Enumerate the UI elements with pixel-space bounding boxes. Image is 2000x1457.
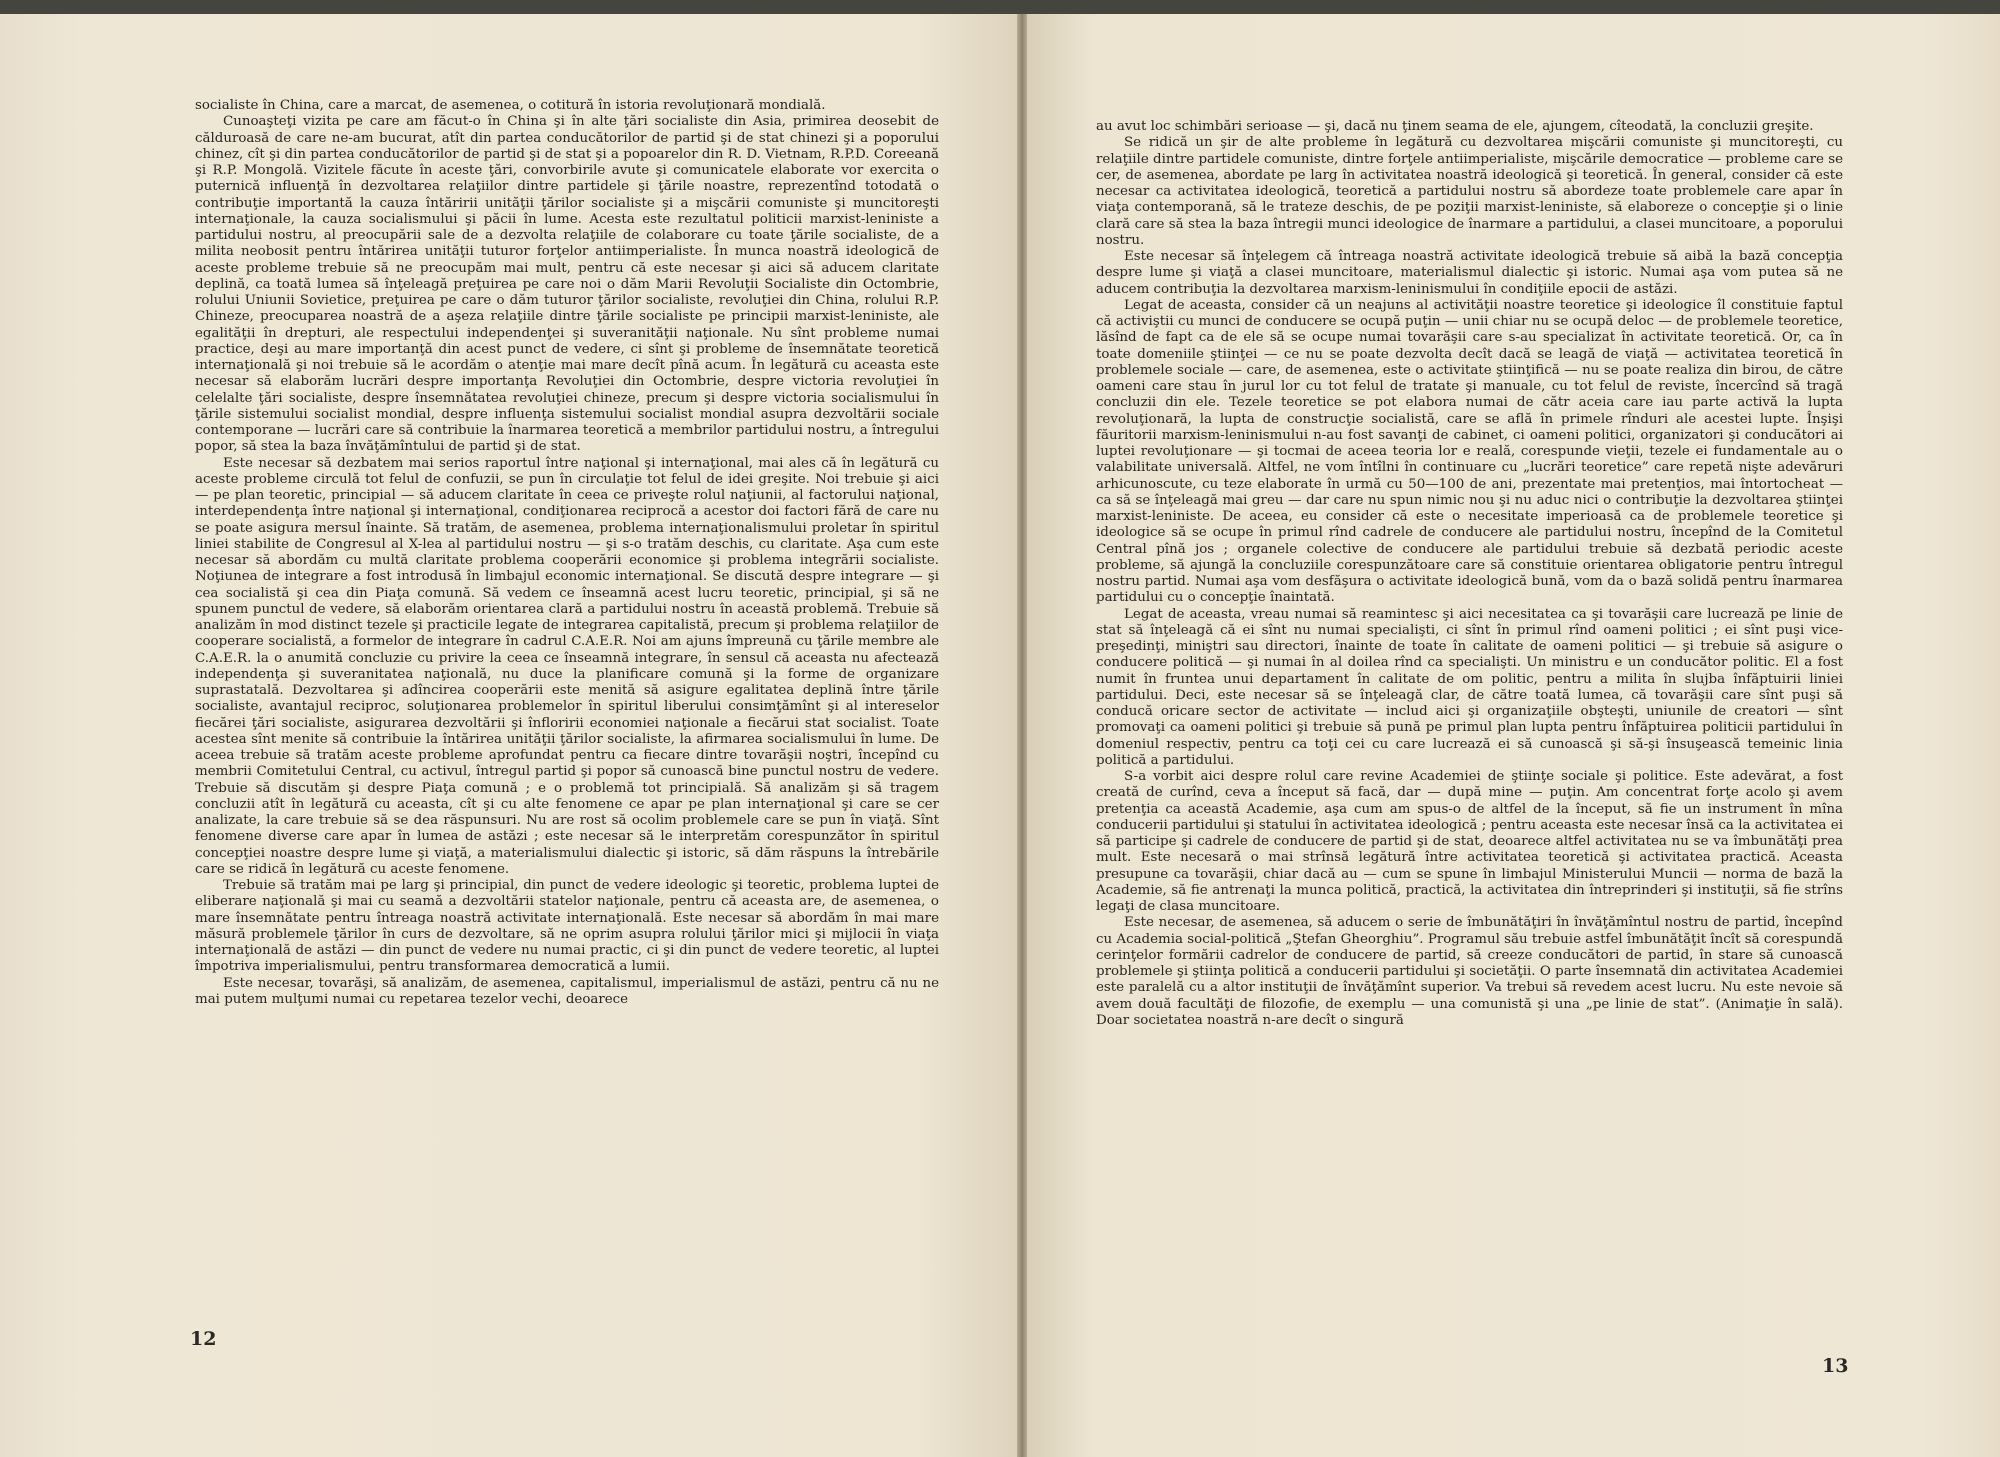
paragraph: Este necesar să dezbatem mai serios raportul între naţional şi internaţional, mai ales că în legătură cu aceste probleme circulă tot felul de confuzii, se pun în circulaţie tot felul de idei greşite. Noi trebuie şi aici — pe plan teoretic, principial — să aducem claritate în ceea ce priveşte rolul naţiunii, al factorului naţional, interdependenţa între naţional şi internaţional, condiţionarea reciprocă a acestor doi factori fără de care nu se poate asigura mersul înainte. Să tratăm, de asemenea, problema internaţionalismului proletar în spiritul liniei stabilite de Congresul al X-lea al partidului nostru — şi s-o tratăm deschis, cu claritate. Aşa cum este necesar să abordăm cu multă claritate problema cooperării economice şi problema integrării socialiste. Noţiunea de integrare a fost introdusă în limbajul economic internaţional. Se discută despre integrare — şi cea socialistă şi cea din Piaţa comună. Să vedem ce înseamnă acest lucru teoretic, principial, şi să ne spunem punctul de vedere, să elaborăm orientarea clară a partidului nostru în această problemă. Trebuie să analizăm în mod distinct tezele şi practicile legate de integrarea capitalistă, precum şi problema relaţiilor de cooperare socialistă, a formelor de integrare în cadrul C.A.E.R. Noi am ajuns împreună cu ţările membre ale C.A.E.R. la o anumită concluzie cu privire la ceea ce înseamnă integrare, în sensul că aceasta nu afectează independenţa şi suveranitatea naţională, nu duce la planificare comună şi la forme de organizare suprastatală. Dezvoltarea şi adîncirea cooperării este menită să asigure egalitatea deplină între ţările socialiste, avantajul reciproc, soluţionarea problemelor în spiritul liberului consimţămînt şi al intereselor fiecărei ţări socialiste, asigurarea dezvoltării şi înfloririi economiei naţionale a fiecărui stat socialist. Toate acestea sînt menite să contribuie la întărirea unităţii ţărilor socialiste, la afirmarea socialismului în lume. De aceea trebuie să tratăm aceste probleme aprofundat pentru ca fiecare dintre tovarăşii noştri, începînd cu membrii Comitetului Central, cu activul, întregul partid şi popor să cunoască bine punctul nostru de vedere. Trebuie să discutăm şi despre Piaţa comună ; e o problemă tot principială. Să analizăm şi să tragem concluzii atît în legătură cu aceasta, cît şi cu alte fenomene ce apar pe plan internaţional şi care se cer analizate, la care trebuie să se dea răspunsuri. Nu are rost să ocolim problemele care se pun în viaţă. Sînt fenomene diverse care apar în lumea de astăzi ; este necesar să le interpretăm corespunzător în spiritul concepţiei noastre despre lume şi viaţă, a materialismului dialectic şi istoric, să dăm răspuns la întrebările care se ridică în legătură cu aceste fenomene. [195,455,939,877]
paragraph: socialiste în China, care a marcat, de asemenea, o cotitură în istoria revoluţionară mondială. [195,98,826,113]
paragraph: Este necesar să înţelegem că întreaga noastră activitate ideologică trebuie să aibă la bază concepţia despre lume şi viaţă a clasei muncitoare, materialismul dialectic şi istoric. Numai aşa vom putea să ne aducem contribuţia la dezvoltarea marxism-leninismului în condiţiile epocii de astăzi. [1096,249,1843,297]
paragraph: Cunoaşteţi vizita pe care am făcut-o în China şi în alte ţări socialiste din Asia, primirea deosebit de călduroasă de care ne-am bucurat, atît din partea conducătorilor de partid şi de stat chinezi şi a poporului chinez, cît şi din partea conducătorilor de partid şi de stat şi a popoarelor din R. D. Vietnam, R.P.D. Coreeană şi R.P. Mongolă. Vizitele făcute în aceste ţări, convorbirile avute şi comunicatele elaborate vor exercita o puternică influenţă în dezvoltarea relaţiilor dintre partidele şi ţările noastre, reprezentînd totodată o contribuţie importantă la cauza întăririi unităţii ţărilor socialiste şi a mişcării comuniste şi muncitoreşti internaţionale, la cauza socialismului şi păcii în lume. Acesta este rezultatul politicii marxist-leniniste a partidului nostru, al preocupării sale de a dezvolta relaţiile de colaborare cu toate ţările socialiste, de a milita neobosit pentru întărirea unităţii tuturor forţelor antiimperialiste. În munca noastră ideologică de aceste probleme trebuie să ne preocupăm mai mult, pentru că este necesar şi aici să aducem claritate deplină, ca toată lumea să înţeleagă preţuirea pe care noi o dăm Marii Revoluţii Socialiste din Octombrie, rolului Uniunii Sovietice, preţuirea pe care o dăm tuturor ţărilor socialiste, revoluţiei din China, rolului R.P. Chineze, preocuparea noastră de a aşeza relaţiile dintre ţările socialiste pe principii marxist-leniniste, ale egalităţii în drepturi, ale respectului independenţei şi suveranităţii naţionale. Nu sînt probleme numai practice, deşi au mare importanţă din acest punct de vedere, ci sînt şi probleme de însemnătate teoretică internaţională şi noi trebuie să le acordăm o atenţie mai mare decît pînă acum. În legătură cu aceasta este necesar să elaborăm lucrări despre importanţa Revoluţiei din Octombrie, despre victoria revoluţiei în celelalte ţări socialiste, despre însemnătatea revoluţiei chineze, precum şi despre victoria socialismului în ţările sistemului socialist mondial, despre influenţa sistemului socialist mondial asupra dezvoltării sociale contemporane — lucrări care să contribuie la înarmarea teoretică a membrilor partidului nostru, a întregului popor, să stea la baza învăţămîntului de partid şi de stat. [195,114,939,455]
paragraph: S-a vorbit aici despre rolul care revine Academiei de ştiinţe sociale şi politice. Este adevărat, a fost creată de curînd, ceva a început să facă, dar — după mine — puţin. Am concentrat forţe acolo şi avem pretenţia ca această Academie, aşa cum am spus-o de altfel de la început, să fie un instrument în mîna conducerii partidului şi statului în activitatea ideologică ; pentru aceasta este necesar însă ca la activitatea ei să participe şi cadrele de conducere de partid şi de stat, deoarece altfel activitatea nu se va îmbunătăţi prea mult. Este necesară o mai strînsă legătură între activitatea teoretică şi activitatea practică. Aceasta presupune ca tovarăşii, chiar dacă au — cum se spune în limbajul Ministerului Muncii — norma de bază la Academie, să fie antrenaţi la munca politică, practică, la activitatea din întreprinderi şi instituţii, să fie strîns legaţi de clasa muncitoare. [1096,769,1843,914]
paragraph: Este necesar, de asemenea, să aducem o serie de îmbunătăţiri în învăţămîntul nostru de partid, începînd cu Academia social-politică „Ştefan Gheorghiu”. Programul său trebuie astfel îmbunătăţit încît să corespundă cerinţelor formării cadrelor de conducere de partid, să creeze conducători de partid, în stare să cunoască problemele şi ştiinţa politică a conducerii partidului şi societăţii. O parte însemnată din activitatea Academiei este paralelă cu a altor instituţii de învăţămînt superior. Va trebui să revedem acest lucru. Nu este nevoie să avem două facultăţi de filozofie, de exemplu — una comunistă şi una „pe linie de stat”. (Animaţie în sală). Doar societatea noastră n-are decît o singură [1096,915,1843,1028]
page-number: 13 [1822,1355,1849,1377]
paragraph: Trebuie să tratăm mai pe larg şi principial, din punct de vedere ideologic şi teoretic, problema luptei de eliberare naţională şi mai cu seamă a dezvoltării statelor naţionale, pentru că aceasta are, de asemenea, o mare însemnătate pentru întreaga noastră activitate internaţională. Este necesar să abordăm în mai mare măsură problemele ţărilor în curs de dezvoltare, să ne oprim asupra rolului ţărilor mici şi mijlocii în viaţa internaţională de astăzi — din punct de vedere nu numai practic, ci şi din punct de vedere teoretic, al luptei împotriva imperialismului, pentru transformarea democratică a lumii. [195,878,939,975]
right-page-text [1096,119,1843,1029]
paragraph: Se ridică un şir de alte probleme în legătură cu dezvoltarea mişcării comuniste şi muncitoreşti, cu relaţiile dintre partidele comuniste, dintre forţele antiimperialiste, mişcările democratice — probleme care se cer, de asemenea, abordate pe larg în activitatea noastră ideologică şi teoretică. În general, consider că este necesar ca activitatea ideologică, teoretică a partidului nostru să abordeze toate problemele care apar în viaţa contemporană, să le trateze deschis, de pe poziţii marxist-leniniste, să elaboreze o concepţie şi o linie clară care să stea la baza întregii munci ideologice de înarmare a partidului, a clasei muncitoare, a poporului nostru. [1096,135,1843,248]
paragraph: Legat de aceasta, consider că un neajuns al activităţii noastre teoretice şi ideologice îl constituie faptul că activiştii cu munci de conducere se ocupă puţin — unii chiar nu se ocupă deloc — de problemele teoretice, lăsînd de fapt ca de ele să se ocupe numai tovarăşii care s-au specializat în activitate teoretică. Or, ca în toate domeniile ştiinţei — ce nu se poate dezvolta decît dacă se leagă de viaţă — activitatea teoretică în problemele sociale — care, de asemenea, este o activitate ştiinţifică — nu se poate realiza din birou, de către oameni care stau în jurul lor cu tot felul de tratate şi manuale, cu tot felul de reviste, încercînd să tragă concluzii din ele. Tezele teoretice se pot elabora numai de cătr aceia care iau parte activă la lupta revoluţionară, la lupta de construcţie socialistă, care se află în primele rînduri ale acestei lupte. Înşişi făuritorii marxism-leninismului n-au fost savanţi de cabinet, ci oameni politici, organizatori şi conducători ai luptei revoluţionare — şi tocmai de aceea teoria lor e reală, corespunde vieţii, tezele ei fundamentale au o valabilitate universală. Altfel, ne vom întîlni în continuare cu „lucrări teoretice” care repetă nişte adevăruri arhicunoscute, cu teze elaborate în urmă cu 50—100 de ani, prezentate mai pretenţios, mai întortocheat — ca să se înţeleagă mai greu — dar care nu spun nimic nou şi nu aduc nici o contribuţie la dezvoltarea ştiinţei marxist-leniniste. De aceea, eu consider că este o necesitate imperioasă ca de problemele teoretice şi ideologice să se ocupe în primul rînd cadrele de conducere ale partidului nostru, începînd de la Comitetul Central pînă jos ; organele colective de conducere ale partidului trebuie să dezbată periodic aceste probleme, să ajungă la concluziile corespunzătoare care să constituie orientarea obligatorie pentru întregul nostru partid. Numai aşa vom desfăşura o activitate ideologică bună, vom da o bază solidă pentru înarmarea partidului cu o concepţie înaintată. [1096,297,1843,606]
page-number: 12 [190,1328,217,1350]
book-gutter [1017,14,1027,1457]
left-page-text [195,98,939,1008]
paragraph: au avut loc schimbări serioase — şi, dacă nu ţinem seama de ele, ajungem, cîteodată, la concluzii greşite. [1096,119,1814,134]
paragraph: Legat de aceasta, vreau numai să reamintesc şi aici necesitatea ca şi tovarăşii care lucrează pe linie de stat să înţeleagă că ei sînt nu numai specialişti, ci sînt în primul rînd oameni politici ; ei sînt puşi vice-preşedinţi, miniştri sau directori, înainte de toate în calitate de oameni politici — şi trebuie să asigure o conducere politică — şi numai în al doilea rînd ca specialişti. Un ministru e un conducător politic. El a fost numit în fruntea unui departament în calitate de om politic, pentru a milita în slujba înfăptuirii liniei partidului. Deci, este necesar să se înţeleagă clar, de către toată lumea, că tovarăşii care sînt puşi să conducă oricare sector de activitate — includ aici şi organizaţiile obşteşti, uniunile de creatori — sînt promovaţi ca oameni politici şi trebuie să pună pe primul plan lupta pentru înfăptuirea politicii partidului în domeniul respectiv, pentru ca toţi cei cu care lucrează ei să cunoască şi să-şi însuşească temeinic linia politică a partidului. [1096,606,1843,768]
scan-edge [0,0,2000,14]
left-page [0,14,1017,1457]
right-page [1027,14,2000,1457]
paragraph: Este necesar, tovarăşi, să analizăm, de asemenea, capitalismul, imperialismul de astăzi, pentru că nu ne mai putem mulţumi numai cu repetarea tezelor vechi, deoarece [195,975,939,1007]
